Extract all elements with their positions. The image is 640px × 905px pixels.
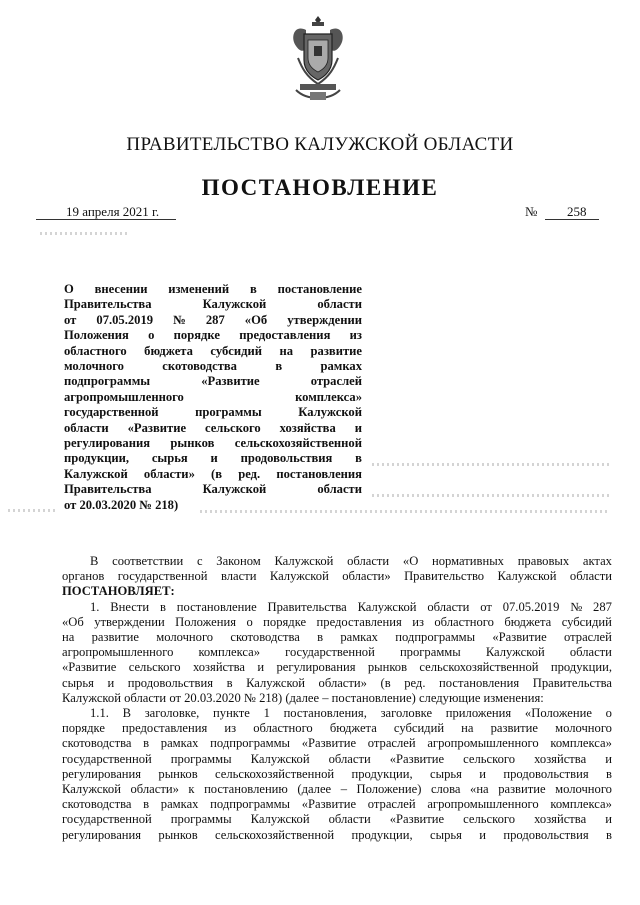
body-word: и: [479, 827, 487, 842]
subject-word: ред.: [238, 466, 261, 481]
body-word: (далее: [297, 782, 332, 797]
body-word: комплекса»: [550, 797, 612, 812]
body-word: развитие: [498, 782, 546, 797]
body-word: Внести: [110, 599, 150, 614]
body-word: отраслей: [367, 736, 416, 751]
body-word: бюджета: [329, 721, 377, 736]
body-word: комплекса»: [550, 736, 612, 751]
subject-word: и: [210, 451, 218, 466]
subject-word: программы: [195, 405, 262, 420]
body-word: областного: [253, 721, 313, 736]
body-word: №: [570, 599, 583, 614]
body-word: в: [226, 675, 233, 690]
body-word: скотоводства: [62, 797, 132, 812]
body-word: в: [606, 766, 612, 781]
body-word: В: [90, 554, 99, 568]
subject-word: Правительства: [64, 297, 152, 312]
body-word: рамках: [160, 797, 199, 812]
body-word: «Положение: [524, 706, 592, 721]
body-word: регулирования: [62, 827, 142, 842]
subject-word: государственной: [64, 405, 159, 420]
body-word: сельскохозяйственной: [215, 827, 335, 842]
body-word: области: [347, 554, 390, 568]
body-word: органов: [62, 569, 105, 584]
body-word: Калужской: [497, 569, 557, 584]
body-word: Калужской: [62, 782, 121, 797]
subject-word: в: [249, 282, 257, 296]
body-word: Калужской: [250, 751, 310, 766]
body-word: подпрограммы: [210, 736, 291, 751]
body-word: Калужской: [250, 812, 310, 827]
subject-word: Калужской: [64, 466, 128, 481]
subject-word: сырья: [151, 451, 188, 466]
body-word: государственной: [62, 751, 152, 766]
body-word: Положения: [175, 614, 237, 629]
body-word: хозяйства: [534, 812, 587, 827]
body-word: развитие: [490, 721, 538, 736]
body-word: предоставления: [316, 614, 402, 629]
body-line: [62, 660, 612, 675]
body-line: [62, 736, 612, 751]
body-word: области: [328, 751, 371, 766]
subject-word: постановление: [277, 282, 362, 296]
subject-word: Калужской: [202, 482, 267, 497]
subject-word: постановления: [276, 466, 362, 481]
body-word: рынков: [158, 827, 198, 842]
body-word: к: [188, 782, 195, 797]
body-word: ред.: [404, 675, 426, 690]
body-word: продукции,: [351, 766, 413, 781]
body-word: молочного: [156, 630, 214, 645]
body-word: приложения: [445, 706, 512, 721]
body-word: 1: [263, 706, 270, 721]
body-line: [62, 706, 612, 721]
body-line: [62, 554, 612, 569]
subject-word: Калужской: [202, 297, 267, 312]
body-word: продовольствия: [503, 766, 589, 781]
body-word: и: [257, 660, 265, 675]
body-word: (в: [380, 675, 391, 690]
subject-word: продукции,: [64, 451, 130, 466]
subject-word: комплекса»: [295, 389, 362, 404]
body-word: области: [328, 812, 371, 827]
body-word: «Развитие: [389, 812, 445, 827]
body-word: агропромышленного: [427, 736, 539, 751]
body-line: [62, 797, 612, 812]
subject-word: «Развитие: [127, 420, 187, 435]
subject-word: сельскохозяйственной: [234, 436, 362, 451]
body-word: Калужской: [269, 569, 329, 584]
body-word: порядке: [263, 614, 307, 629]
subject-word: из: [349, 328, 362, 343]
body-word: Калужской: [485, 645, 545, 660]
body-word: «Развитие: [492, 630, 547, 645]
subject-word: подпрограммы: [64, 374, 151, 389]
body-word: подпрограммы: [210, 797, 291, 812]
scan-artifact: [372, 494, 612, 497]
body-line: [62, 782, 612, 797]
body-word: о: [246, 614, 253, 629]
body-word: Законом: [216, 554, 261, 568]
body-word: власти: [220, 569, 257, 584]
body-word: Правительства: [267, 599, 347, 614]
subject-word: областного: [64, 343, 127, 358]
body-word: В: [122, 706, 131, 721]
subject-word: в: [275, 359, 283, 374]
subject-word: скотоводства: [162, 359, 237, 374]
subject-word: изменений: [168, 282, 230, 296]
body-word: из: [412, 614, 424, 629]
subject-word: и: [354, 420, 362, 435]
body-word: правовых: [517, 554, 570, 568]
subject-line: [64, 436, 362, 451]
body-word: области: [427, 599, 470, 614]
body-line: [62, 767, 612, 782]
scan-artifact: [372, 463, 612, 466]
subject-line: [64, 405, 362, 420]
body-line: [62, 676, 612, 691]
subject-word: отраслей: [310, 374, 362, 389]
body-word: нормативных: [432, 554, 504, 568]
subject-word: Правительства: [64, 482, 152, 497]
body-word: скотоводства: [230, 630, 300, 645]
body-word: программы: [399, 645, 461, 660]
subject-word: на: [279, 343, 294, 358]
subject-word: области: [317, 297, 362, 312]
body-word: –: [340, 782, 347, 797]
body-word: «Развитие: [301, 736, 357, 751]
government-title: ПРАВИТЕЛЬСТВО КАЛУЖСКОЙ ОБЛАСТИ: [126, 134, 514, 155]
subject-word: молочного: [64, 359, 124, 374]
body-word: рамках: [160, 736, 199, 751]
body-line: Калужской области от 20.03.2020 № 218) (далее – постановление) следующие изменения:: [62, 690, 544, 705]
document-date: 19 апреля 2021 г.: [66, 204, 160, 219]
body-word: сельскохозяйственной: [215, 766, 335, 781]
body-word: «на: [470, 782, 489, 797]
body-word: 07.05.2019: [502, 599, 560, 614]
subject-word: внесении: [94, 282, 148, 296]
subject-line: [64, 359, 362, 374]
subject-line: [64, 297, 362, 312]
body-word: заголовке,: [144, 706, 200, 721]
body-word: развитие: [91, 630, 139, 645]
body-word: 1.1.: [90, 706, 109, 721]
subject-word: хозяйства: [279, 420, 336, 435]
body-word: «Об: [62, 614, 84, 629]
body-word: комплекса»: [198, 645, 261, 660]
body-word: программы: [170, 751, 232, 766]
body-word: молочного: [555, 721, 612, 736]
body-word: слова: [430, 782, 461, 797]
subject-line: [64, 313, 362, 328]
body-word: из: [224, 721, 237, 736]
subject-word: 287: [205, 312, 225, 327]
document-body: [62, 554, 612, 843]
body-word: утверждении: [94, 614, 165, 629]
body-word: рамках: [340, 630, 378, 645]
subject-line: [64, 467, 362, 482]
body-word: «Развитие: [301, 797, 357, 812]
body-word: сельского: [463, 812, 516, 827]
body-word: хозяйства: [192, 660, 246, 675]
body-word: на: [461, 721, 474, 736]
scan-artifact: [40, 232, 130, 235]
body-word: пункте: [213, 706, 250, 721]
body-word: области: [569, 645, 612, 660]
body-word: сельского: [128, 660, 181, 675]
subject-word: О: [64, 282, 74, 296]
document-number: 258: [567, 204, 587, 219]
body-word: Калужской: [357, 599, 417, 614]
scan-artifact: [8, 509, 58, 512]
subject-word: рынков: [170, 436, 215, 451]
subject-word: (в: [211, 466, 223, 481]
body-word: от: [480, 599, 492, 614]
subject-word: регулирования: [64, 436, 151, 451]
body-line: [62, 645, 612, 660]
body-word: предоставления: [122, 721, 208, 736]
body-line: [62, 752, 612, 767]
body-word: регулирования: [276, 660, 356, 675]
document-type-title: ПОСТАНОВЛЕНИЕ: [201, 175, 439, 200]
body-word: регулирования: [62, 766, 142, 781]
subject-line: [64, 282, 362, 297]
subject-word: сельского: [204, 420, 261, 435]
body-word: субсидий: [393, 721, 445, 736]
body-word: областного: [434, 614, 494, 629]
body-word: 287: [593, 599, 612, 614]
body-word: продукции,: [351, 827, 413, 842]
body-word: сырья: [62, 675, 94, 690]
body-word: области»: [342, 569, 391, 584]
body-word: Калужской: [246, 675, 305, 690]
subject-line: [64, 451, 362, 466]
subject-word: Калужской: [298, 405, 362, 420]
body-word: постановлению: [204, 782, 288, 797]
scan-artifact: [200, 510, 610, 513]
subject-word: предоставления: [239, 328, 331, 343]
subject-word: области»: [143, 466, 195, 481]
body-word: 1.: [90, 599, 100, 614]
body-line: [62, 615, 612, 630]
body-word: подпрограммы: [395, 630, 476, 645]
body-word: и: [107, 675, 115, 690]
body-word: с: [196, 554, 203, 568]
subject-word: №: [173, 312, 186, 327]
body-word: области»: [318, 675, 367, 690]
subject-word: в: [355, 451, 362, 466]
body-word: в: [159, 599, 166, 614]
body-word: сырья: [430, 827, 462, 842]
subject-word: от: [64, 312, 77, 327]
subject-word: области: [317, 482, 362, 497]
subject-line: [64, 328, 362, 343]
body-word: заголовке: [380, 706, 433, 721]
body-word: агропромышленного: [427, 797, 539, 812]
subject-word: субсидий: [210, 343, 263, 358]
subject-word: порядке: [173, 328, 220, 343]
body-word: Положение): [356, 782, 422, 797]
body-word: актах: [582, 554, 612, 568]
subject-word: продовольствия: [240, 451, 333, 466]
subject-word: утверждении: [287, 312, 362, 327]
body-word: соответствии: [112, 554, 184, 568]
body-line: [62, 721, 612, 736]
body-word: и: [605, 812, 612, 827]
body-word: области»: [130, 782, 179, 797]
body-word: сырья: [430, 766, 462, 781]
body-word: постановления: [439, 675, 520, 690]
body-word: «О: [402, 554, 419, 568]
subject-line: [64, 374, 362, 389]
body-word: отраслей: [564, 630, 612, 645]
subject-word: «Об: [244, 312, 268, 327]
body-word: продовольствия: [127, 675, 214, 690]
body-word: продукции,: [550, 660, 612, 675]
body-word: и: [605, 751, 612, 766]
body-word: Калужской: [274, 554, 334, 568]
body-word: на: [62, 630, 75, 645]
subject-word: 07.05.2019: [96, 312, 154, 327]
body-word: агропромышленного: [62, 645, 174, 660]
number-label: №: [525, 204, 538, 219]
subject-word: от 20.03.2020 № 218): [64, 497, 179, 512]
body-word: в: [606, 827, 612, 842]
subject-word: Положения: [64, 328, 129, 343]
subject-word: области: [64, 420, 109, 435]
body-word: отраслей: [367, 797, 416, 812]
body-word: программы: [170, 812, 232, 827]
body-word: Правительства: [532, 675, 612, 690]
body-word: государственной: [285, 645, 375, 660]
subject-line: [64, 421, 362, 436]
subject-word: развитие: [310, 343, 362, 358]
body-word: и: [479, 766, 487, 781]
subject-line: [64, 344, 362, 359]
body-word: Правительство: [404, 569, 485, 584]
body-word: о: [605, 706, 612, 721]
body-word: сельского: [463, 751, 516, 766]
body-line: [62, 569, 612, 584]
body-word: продовольствия: [503, 827, 589, 842]
subject-line: [64, 482, 362, 497]
body-word: в: [317, 630, 324, 645]
subject-word: рамках: [320, 359, 362, 374]
body-word: скотоводства: [62, 736, 132, 751]
body-word: сельскохозяйственной: [419, 660, 539, 675]
body-word: области: [569, 569, 612, 584]
body-word: бюджета: [504, 614, 552, 629]
date-underline: [36, 219, 176, 220]
subject-word: о: [148, 328, 155, 343]
subject-word: агропромышленного: [64, 389, 184, 404]
body-word: молочного: [555, 782, 612, 797]
body-word: государственной: [62, 812, 152, 827]
coat-of-arms-emblem: [288, 12, 348, 104]
body-word: в: [143, 797, 150, 812]
body-word: рынков: [367, 660, 408, 675]
subject-line: [64, 390, 362, 405]
body-line: [62, 600, 612, 615]
body-word: порядке: [62, 721, 105, 736]
body-line: ПОСТАНОВЛЯЕТ:: [62, 584, 175, 599]
body-line: [62, 630, 612, 645]
body-word: постановления,: [283, 706, 367, 721]
body-line: [62, 828, 612, 843]
body-word: «Развитие: [389, 751, 445, 766]
body-word: в: [143, 736, 150, 751]
body-word: хозяйства: [534, 751, 587, 766]
body-word: постановление: [176, 599, 257, 614]
body-word: «Развитие: [62, 660, 117, 675]
subject-word: бюджета: [144, 343, 193, 358]
number-underline: [545, 219, 599, 220]
body-line: [62, 812, 612, 827]
body-word: рынков: [158, 766, 198, 781]
document-subject: [64, 282, 362, 513]
body-word: субсидий: [561, 614, 612, 629]
body-word: государственной: [117, 569, 208, 584]
subject-word: «Развитие: [201, 374, 260, 389]
